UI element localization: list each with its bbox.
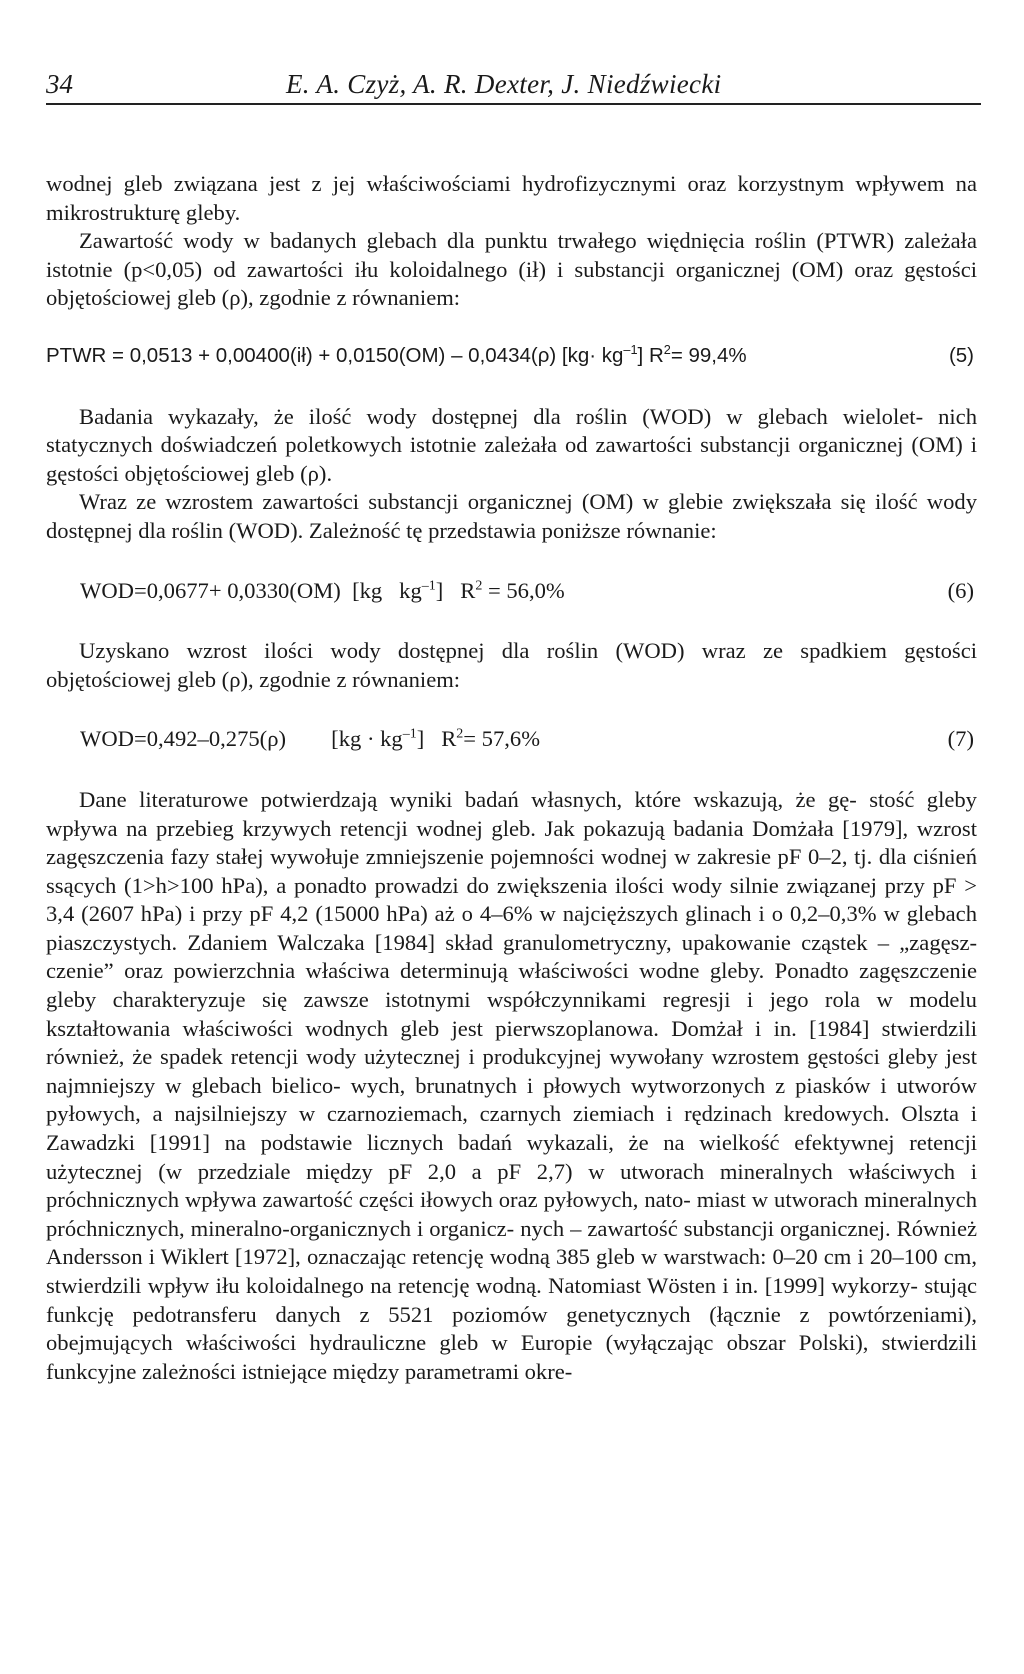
text-line: wych, brunatnych i płowych wytworzonych z piasków i utworów pyłowych, a [46,1072,977,1127]
equation-6-expression [80,577,565,606]
text-line: organicznej (OM) oraz gęstości objętościowej gleb (ρ), zgodnie z równaniem: [46,256,977,311]
text-line: nich statycznych doświadczeń poletkowych istotnie zależała od zawartości substancji [46,403,977,458]
equation-6-r-label: ] R [435,577,476,603]
equation-7-main: WOD=0,492–0,275(ρ) [kg · kg [80,726,403,752]
text-line: właściwych i próchnicznych wpływa zawartość części iłowych oraz pyłowych, nato- [46,1158,977,1213]
page-number: 34 [46,69,73,99]
equation-5-r-exponent: 2 [663,342,671,358]
equation-6-unit-exponent: –1 [421,577,436,593]
running-header [46,64,981,104]
text-line: stość gleby wpływa na przebieg krzywych retencji wodnej gleb. Jak pokazują badania [46,786,977,841]
equation-5-expression [46,342,747,371]
text-line: równanie: [626,517,717,543]
text-line: Zawadzki [1991] na podstawie licznych badań wykazali, że na wielkość efektywnej [46,1130,895,1156]
running-header-authors: E. A. Czyż, A. R. Dexter, J. Niedźwiecki [286,69,722,99]
paragraph-5 [46,637,977,694]
text-line: najsilniejszy w czarnoziemach, czarnych ziemiach i rędzinach kredowych. Olszta i [174,1101,977,1127]
equation-7 [46,725,977,754]
text-line: wodnej w zakresie pF 0–2, tj. dla ciśnień ssących (1>h>100 hPa), a ponadto prowadzi [46,844,977,898]
text-line: powtórzeniami), obejmujących właściwości hydrauliczne gleb w Europie (wyłączając [46,1301,977,1356]
paragraph-1 [46,170,977,227]
equation-5-number: (5) [948,343,974,367]
text-line: (PTWR) zależała istotnie (p<0,05) od zawartości iłu koloidalnego (ił) i substancji [46,228,977,282]
text-line: retencji użytecznej (w przedziale między pF 2,0 a pF 2,7) w utworach mineralnych [46,1130,978,1184]
text-line: stując funkcję pedotransferu danych z 5521 poziomów genetycznych (łącznie z [46,1273,978,1327]
paragraph-4 [46,488,977,545]
text-line: wpływem na mikrostrukturę gleby. [46,171,977,225]
text-line: Zawartość wody w badanych glebach dla punktu trwałego więdnięcia roślin [79,228,807,254]
text-line: Wraz ze wzrostem zawartości substancji organicznej (OM) w glebie zwiększała [79,489,832,515]
equation-5 [46,342,977,371]
text-line: wpływ iłu koloidalnego na retencję wodną. Natomiast Wösten i in. [1999] wykorzy- [147,1273,918,1298]
text-line: Uzyskano wzrost ilości wody dostępnej dla roślin (WOD) wraz ze spadkiem [79,638,887,664]
paragraph-2 [46,227,977,313]
spacer [46,754,977,786]
text-line: jego rola w modelu kształtowania właściwości wodnych gleb jest pierwszoplanowa. [46,987,977,1041]
equation-5-r-value: = 99,4% [670,343,747,367]
equation-6-number: (6) [947,577,974,603]
text-line: czenie” oraz powierzchnia właściwa determinują właściwości wodne gleby. Ponadto [46,958,849,984]
text-line: się ilość wody dostępnej dla roślin (WOD). Zależność tę przedstawia poniższe [46,489,977,543]
text-line: do zwiększenia ilości wody silnie związanej przy pF > 3,4 (2607 hPa) i przy pF 4,2 [46,872,977,927]
article-body [46,170,977,1386]
equation-6-r-exponent: 2 [475,577,483,593]
equation-7-number: (7) [947,726,974,752]
text-line: produkcyjnej wywołany wzrostem gęstości gleby jest najmniejszy w glebach bielico- [46,1044,977,1098]
equation-5-r-label: ] R [637,343,664,367]
text-line: wodnej gleb związana jest z jej właściwościami hydrofizycznymi oraz korzystnym [46,171,845,196]
text-line: Dane literaturowe potwierdzają wyniki badań własnych, które wskazują, że gę- [79,786,857,812]
text-line: Badania wykazały, że ilość wody dostępnej dla roślin (WOD) w glebach wielolet- [79,403,924,429]
equation-7-r-label: ] R [416,726,457,752]
spacer [46,605,977,637]
paragraph-6 [46,786,977,1386]
spacer [46,694,977,725]
text-line: Domżała [1979], wzrost zagęszczenia fazy stałej wywołuje zmniejszenie pojemności [46,815,977,870]
equation-5-unit-exponent: –1 [623,342,638,358]
spacer [46,313,977,342]
text-line: oznaczając retencję wodną 385 gleb w warstwach: 0–20 cm i 20–100 cm, stwierdzili [46,1244,977,1298]
equation-5-main: PTWR = 0,0513 + 0,00400(ił) + 0,0150(OM) – 0,0434(ρ) [kg· kg [46,343,624,367]
text-line: Domżał i in. [1984] stwierdzili również, że spadek retencji wody użytecznej i [46,1015,978,1070]
equation-7-r-value: = 57,6% [463,726,541,752]
text-line: nych – zawartość substancji organicznej. Również Andersson i Wiklert [1972], [46,1215,977,1270]
text-line: (15000 hPa) aż o 4–6% w najcięższych glinach i o 0,2–0,3% w glebach piaszczystych. [46,901,977,955]
text-line: miast w utworach mineralnych próchnicznych, mineralno-organicznych i organicz- [46,1187,977,1241]
text-line: organicznej (OM) i gęstości objętościowej gleb (ρ). [46,432,977,486]
text-line: obszar Polski), stwierdzili funkcyjne zależności istniejące między parametrami okre- [46,1330,977,1384]
equation-7-expression [80,725,540,754]
header-rule [46,103,981,105]
equation-7-unit-exponent: –1 [402,726,417,742]
equation-6-main: WOD=0,0677+ 0,0330(OM) [kg kg [80,577,422,603]
paragraph-3 [46,403,977,489]
text-line: gęstości objętościowej gleb (ρ), zgodnie z równaniem: [46,638,977,692]
equation-6-r-value: = 56,0% [482,577,565,603]
spacer [46,371,977,403]
equation-7-r-exponent: 2 [456,726,464,742]
text-line: Zdaniem Walczaka [1984] skład granulometryczny, upakowanie cząstek – „zagęsz- [187,929,978,955]
equation-6 [46,577,977,606]
spacer [46,546,977,577]
text-line: zagęszczenie gleby charakteryzuje się zawsze istotnymi współczynnikami regresji i [46,958,977,1013]
